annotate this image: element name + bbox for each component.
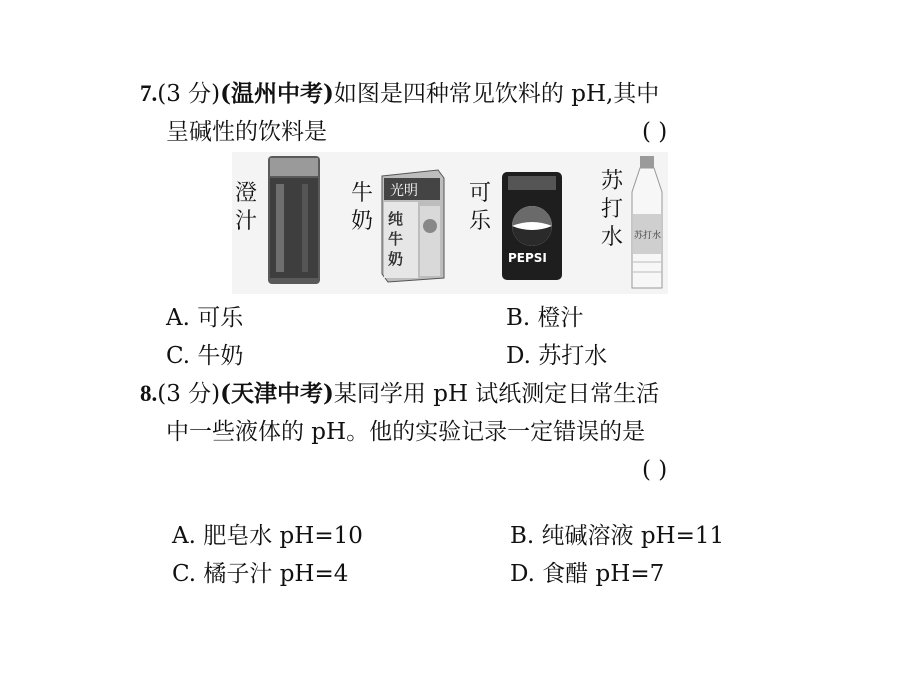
q7-source: (温州中考): [220, 80, 334, 107]
svg-text:光明: 光明: [390, 183, 418, 199]
q7-stem-line2: 呈碱性的饮料是: [166, 119, 327, 145]
q8-stem-line2: 中一些液体的 pH。他的实验记录一定错误的是: [166, 419, 646, 445]
svg-text:奶: 奶: [388, 250, 404, 268]
q8-stem-line1: [140, 378, 659, 410]
q8-answer-bracket: ( ): [642, 457, 668, 483]
svg-text:PEPSI: PEPSI: [508, 251, 547, 265]
q7-score: (3 分): [157, 81, 221, 107]
juice-bottle-icon: [262, 154, 326, 286]
q8-score: (3 分): [157, 381, 221, 407]
drink-label-juice: 澄 汁: [234, 181, 257, 234]
q7-number: 7.: [140, 81, 158, 106]
q8-option-a: A. 肥皂水 pH=10: [172, 523, 363, 549]
drink-label-soda: 苏 打 水: [600, 169, 623, 250]
milk-carton-icon: [378, 166, 448, 284]
svg-text:苏打水: 苏打水: [634, 231, 662, 241]
q7-answer-bracket: ( ): [642, 119, 668, 145]
q7-stem-text1: 如图是四种常见饮料的 pH,其中: [333, 81, 660, 107]
q8-option-d: D. 食醋 pH=7: [510, 561, 665, 587]
q7-option-d: D. 苏打水: [506, 343, 608, 369]
q8-number: 8.: [140, 381, 158, 406]
q7-option-a: A. 可乐: [166, 305, 244, 331]
q7-option-b: B. 橙汁: [506, 305, 584, 331]
water-bottle-icon: [626, 154, 668, 292]
q7-stem-line1: [140, 78, 659, 110]
drink-label-milk: 牛 奶: [350, 181, 373, 234]
q8-stem-text1: 某同学用 pH 试纸测定日常生活: [333, 381, 660, 407]
q8-source: (天津中考): [220, 380, 334, 407]
drink-label-cola: 可 乐: [468, 181, 491, 234]
q8-option-b: B. 纯碱溶液 pH=11: [510, 523, 725, 549]
drinks-figure: [232, 152, 668, 294]
q7-option-c: C. 牛奶: [166, 343, 244, 369]
svg-text:纯: 纯: [388, 210, 404, 228]
pepsi-can-icon: [500, 170, 564, 282]
svg-text:牛: 牛: [388, 230, 404, 248]
q8-option-c: C. 橘子汁 pH=4: [172, 561, 349, 587]
